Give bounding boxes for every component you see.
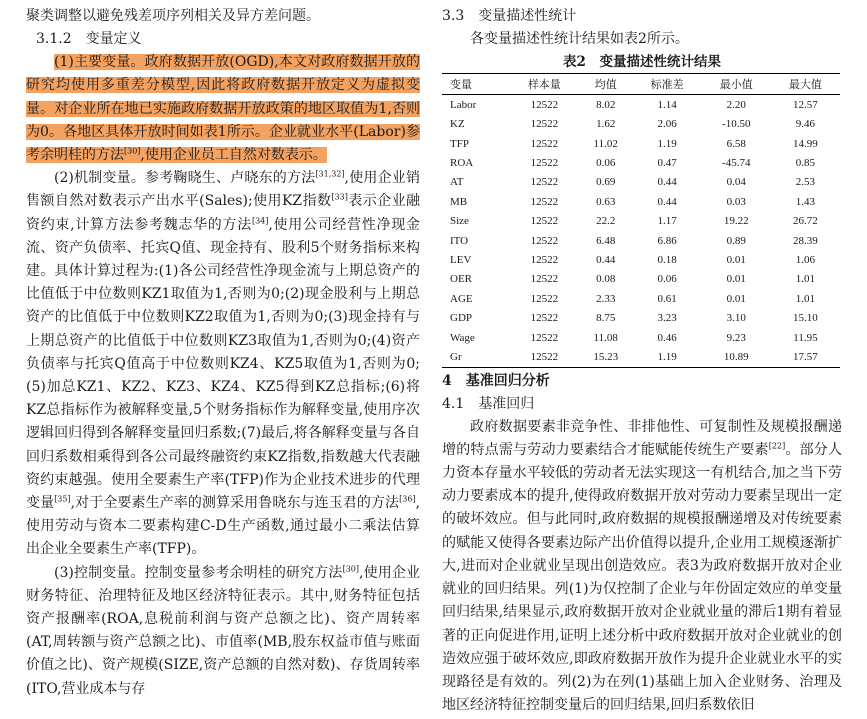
value-cell: 0.46	[657, 331, 677, 344]
value-cell: 28.39	[793, 234, 818, 247]
value-cell: 1.17	[657, 215, 677, 228]
column-header: 标准差	[650, 79, 684, 92]
paragraph-baseline-regression	[442, 416, 842, 718]
value-cell: 12522	[530, 137, 559, 150]
table-row	[442, 270, 840, 289]
value-cell: 0.69	[596, 176, 616, 189]
value-cell: 1.14	[657, 98, 677, 111]
variable-name-cell: Wage	[450, 331, 475, 344]
value-cell: 15.23	[593, 350, 619, 363]
value-cell: 12522	[530, 331, 559, 344]
column-header: 样本量	[527, 79, 561, 92]
main-variables-text: (1)主要变量。政府数据开放(OGD),本文对政府数据开放的研究均使用多重差分模型,因此将政府数据开放定义为虚拟变量。对企业所在地已实施政府数据开放政策的地区取值为1,否则为0。各地区具体开放时间如表1所示。企业就业水平(Labor)参考余明桂的方法	[26, 54, 420, 164]
table-body	[442, 95, 840, 367]
text-span: ,对于全要素生产率的测算采用鲁晓东与连玉君的方法	[70, 495, 400, 512]
citation: [35]	[54, 494, 71, 504]
variable-name-cell: MB	[450, 195, 468, 208]
text-span: 表示企业融资约束,计算方法参考魏志华的方法	[26, 193, 421, 233]
value-cell: 8.02	[596, 98, 616, 111]
citation: [30]	[124, 146, 141, 156]
column-header: 变量	[450, 79, 472, 92]
value-cell: 12522	[530, 350, 559, 363]
value-cell: -45.74	[722, 157, 751, 170]
variable-name-cell: TFP	[450, 137, 469, 150]
paragraph-main-variables	[26, 51, 420, 167]
value-cell: 1.01	[795, 292, 816, 305]
citation: [34]	[251, 215, 269, 225]
table-row	[442, 328, 840, 347]
value-cell: 19.22	[723, 215, 749, 228]
left-column	[26, 0, 420, 701]
value-cell: 10.89	[723, 350, 749, 363]
variable-name-cell: OER	[450, 273, 472, 286]
variable-name-cell: Size	[450, 215, 469, 228]
value-cell: 0.01	[726, 273, 746, 286]
value-cell: 1.62	[596, 118, 616, 131]
column-header: 均值	[594, 79, 617, 92]
value-cell: 11.08	[593, 331, 618, 344]
table-caption: 表2 变量描述性统计结果	[563, 54, 721, 71]
value-cell: 14.99	[793, 137, 818, 150]
heading-3-1-2: 3.1.2 变量定义	[36, 31, 142, 48]
value-cell: 0.44	[657, 195, 677, 208]
value-cell: 11.95	[793, 331, 818, 344]
value-cell: 26.72	[793, 215, 818, 228]
citation: [30]	[342, 564, 359, 574]
text-span: ,使用公司经营性净现金流、资产负债率、托宾Q值、现金持有、股利5个财务指标来构建。具体计算过程为:(1)各公司经营性净现金流与上期总资产的比值低于中位数则KZ1取值为1,否则为0;(2)现金股利与上期总资产的比值低于中位数则KZ2取值为1,否则为0;(3)现金持有与上期总资产的比值低于中位数则KZ3取值为1,否则为0;(4)资产负债率与托宾Q值高于中位数则KZ4、KZ5取值为1,否则为0;(5)加总KZ1、KZ2、KZ3、KZ4、KZ5得到KZ总指标;(6)将KZ总指标作为被解释变量,5个财务指标作为解释变量,使用序次逻辑回归得到各解释变量回归系数;(7)最后,将各解释变量与各自回归系数相乘得到各公司最终融资约束KZ指数,指数越大代表融资约束越强。使用全要素生产率(TFP)作为企业技术进步的代理变量	[26, 216, 421, 512]
variable-name-cell: AT	[450, 176, 464, 189]
table-row	[442, 95, 840, 115]
value-cell: 0.08	[596, 273, 616, 286]
value-cell: 12522	[530, 118, 559, 131]
value-cell: 6.48	[596, 234, 616, 247]
value-cell: 1.43	[795, 195, 816, 208]
value-cell: 0.61	[657, 292, 677, 305]
value-cell: 12522	[530, 292, 559, 305]
table-row	[442, 134, 840, 153]
highlighted-text	[26, 54, 420, 163]
variable-name-cell: LEV	[450, 254, 472, 267]
value-cell: 0.03	[726, 195, 746, 208]
right-column	[442, 0, 842, 717]
value-cell: 0.63	[596, 195, 616, 208]
value-cell: 12522	[530, 195, 559, 208]
heading-4-1: 4.1 基准回归	[442, 395, 535, 412]
table-row	[442, 231, 840, 250]
value-cell: 1.01	[795, 273, 816, 286]
value-cell: 12.57	[793, 98, 818, 111]
table-row	[442, 115, 840, 134]
value-cell: 9.23	[726, 331, 746, 344]
value-cell: 22.2	[596, 215, 616, 228]
value-cell: 12522	[530, 234, 559, 247]
table-row	[442, 173, 840, 192]
value-cell: 1.19	[657, 350, 677, 363]
paragraph-continued: 聚类调整以避免残差项序列相关及异方差问题。	[26, 8, 320, 24]
value-cell: 17.57	[793, 350, 818, 363]
descriptive-statistics-table	[442, 73, 840, 367]
value-cell: 3.10	[726, 312, 746, 325]
heading-4: 4 基准回归分析	[442, 372, 550, 389]
table-intro: 各变量描述性统计结果如表2所示。	[470, 31, 689, 47]
text-span: ,使用企业销售额自然对数表示产出水平(Sales);使用KZ指数	[26, 170, 420, 210]
value-cell: 3.23	[657, 312, 677, 325]
table-row	[442, 250, 840, 269]
variable-name-cell: GDP	[450, 312, 473, 325]
value-cell: 0.01	[726, 292, 746, 305]
table-row	[442, 212, 840, 231]
value-cell: 12522	[530, 254, 559, 267]
value-cell: 0.44	[596, 254, 616, 267]
value-cell: 12522	[530, 176, 559, 189]
value-cell: 0.01	[726, 254, 746, 267]
citation: [22]	[768, 441, 786, 451]
citation: [36]	[399, 494, 416, 504]
value-cell: 0.47	[657, 157, 677, 170]
value-cell: 12522	[530, 157, 559, 170]
text-span: (2)机制变量。参考鞠晓生、卢晓东的方法	[54, 170, 316, 187]
main-variables-text-end: ,使用企业员工自然对数表示。	[140, 147, 327, 164]
value-cell: 0.44	[657, 176, 677, 189]
value-cell: 12522	[530, 215, 559, 228]
value-cell: 0.18	[657, 254, 677, 267]
variable-name-cell: Labor	[450, 98, 477, 111]
citation: [31,32]	[315, 169, 345, 179]
value-cell: 1.06	[795, 254, 816, 267]
text-span: 政府数据要素非竞争性、非排他性、可复制性及规模报酬递增的特点需与劳动力要素结合才能赋能传统生产要素	[442, 418, 842, 458]
value-cell: 2.33	[596, 292, 616, 305]
column-header: 最大值	[788, 79, 822, 92]
value-cell: 2.53	[795, 176, 816, 189]
paragraph-mechanism-variables	[26, 167, 420, 561]
value-cell: 12522	[530, 273, 559, 286]
variable-name-cell: AGE	[450, 292, 473, 305]
citation: [33]	[331, 192, 348, 202]
value-cell: 9.46	[795, 118, 816, 131]
value-cell: 0.06	[657, 273, 677, 286]
value-cell: 6.86	[657, 234, 677, 247]
value-cell: 8.75	[596, 312, 616, 325]
table-row	[442, 192, 840, 211]
value-cell: 0.85	[795, 157, 816, 170]
table-header-row	[442, 74, 840, 95]
value-cell: -10.50	[722, 118, 751, 131]
value-cell: 12522	[530, 98, 559, 111]
value-cell: 12522	[530, 312, 559, 325]
variable-name-cell: Gr	[450, 350, 462, 363]
variable-name-cell: ROA	[450, 157, 474, 170]
value-cell: 15.10	[793, 312, 818, 325]
heading-3-3: 3.3 变量描述性统计	[442, 8, 577, 24]
value-cell: 11.02	[593, 137, 618, 150]
variable-name-cell: ITO	[450, 234, 469, 247]
paragraph-control-variables	[26, 562, 420, 701]
value-cell: 1.19	[657, 137, 677, 150]
table-row	[442, 153, 840, 172]
value-cell: 0.04	[726, 176, 746, 189]
text-span: 。部分人力资本存量水平较低的劳动者无法实现这一有机结合,加之当下劳动力要素成本的提升,使得政府数据开放对劳动力要素呈现出一定的破坏效应。但与此同时,政府数据的规模报酬递增及对传统要素的赋能又使得各要素边际产出价值得以提升,企业用工规模逐渐扩大,进而对企业就业呈现出创造效应。表3为政府数据开放对企业就业的回归结果。列(1)为仅控制了企业与年份固定效应的单变量回归结果,结果显示,政府数据开放对企业就业量的滞后1期有着显著的正向促进作用,证明上述分析中政府数据开放对企业就业的创造效应强于破坏效应,即政府数据开放作为提升企业就业水平的实现路径是有效的。列(2)为在列(1)基础上加入企业财务、治理及地区经济特征控制变量后的回归结果,回归系数依旧	[442, 441, 843, 714]
text-span: ,使用劳动与资本二要素构建C-D生产函数,通过最小二乘法估算出企业全要素生产率(TFP)。	[26, 495, 421, 558]
column-header: 最小值	[719, 79, 753, 92]
value-cell: 0.89	[726, 234, 746, 247]
table-row	[442, 289, 840, 308]
table-row	[442, 347, 840, 367]
variable-name-cell: KZ	[450, 118, 465, 131]
table-row	[442, 309, 840, 328]
value-cell: 2.20	[726, 98, 746, 111]
text-span: ,使用企业财务特征、治理特征及地区经济特征表示。其中,财务特征包括资产报酬率(ROA,息税前利润与资产总额之比)、资产周转率(AT,周转额与资产总额之比)、市值率(MB,股东权益市值与账面价值之比)、资产规模(SIZE,资产总额的自然对数)、存货周转率(ITO,营业成本与存	[26, 564, 420, 697]
value-cell: 2.06	[657, 118, 677, 131]
value-cell: 6.58	[726, 137, 746, 150]
text-span: (3)控制变量。控制变量参考余明桂的研究方法	[54, 564, 343, 581]
value-cell: 0.06	[596, 157, 616, 170]
